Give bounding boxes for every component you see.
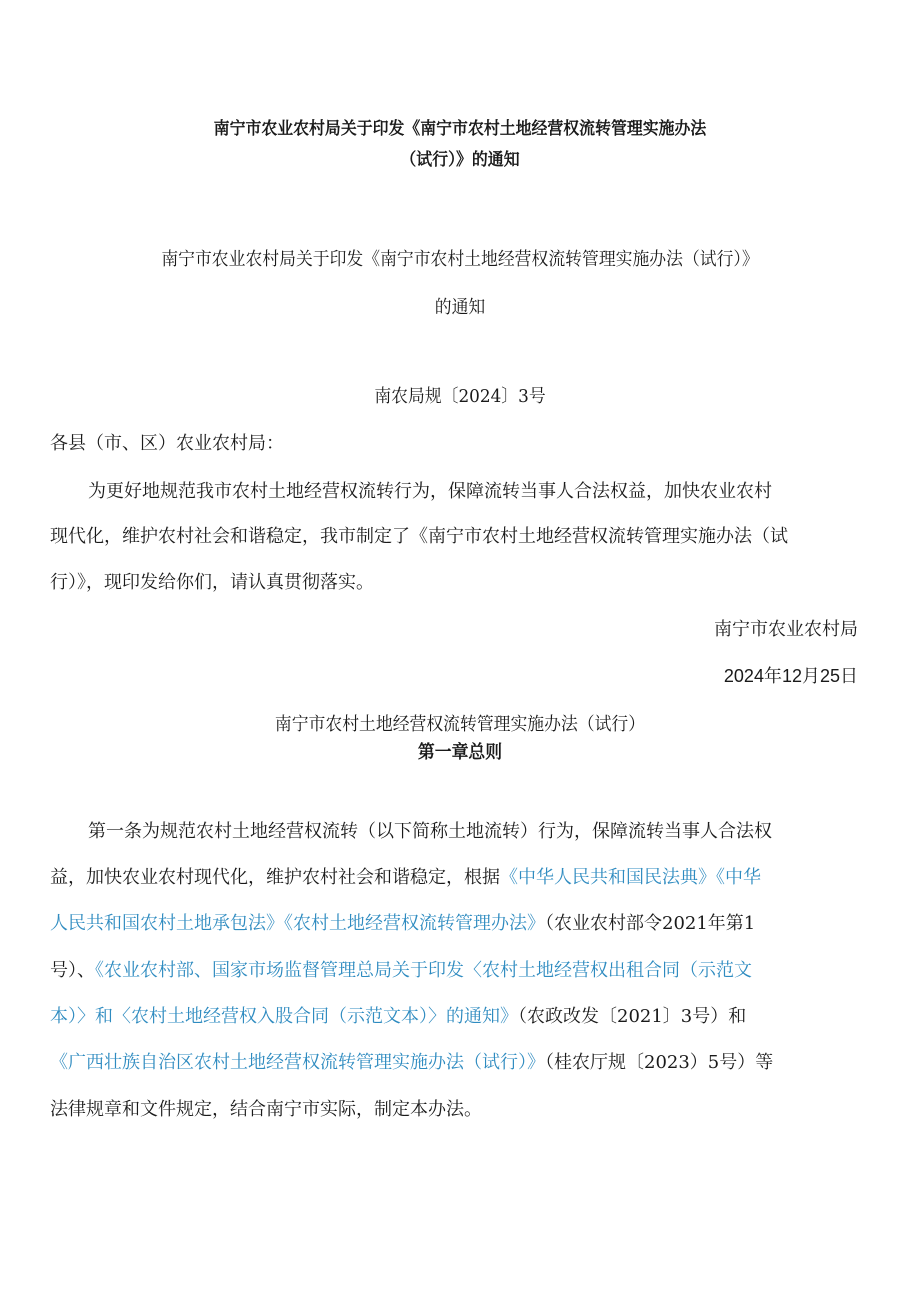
guangxi-measures-link[interactable]: 《广西壮族自治区农村土地经营权流转管理实施办法（试行）》 (50, 1052, 545, 1073)
measures-title: 南宁市农村土地经营权流转管理实施办法（试行） (274, 714, 646, 735)
subtitle-line2: 的通知 (434, 297, 486, 318)
contract-template-notice-link[interactable]: 本）〉和〈农村土地经营权入股合同（示范文本）〉的通知》 (50, 1006, 518, 1027)
article1-text: 益，加快农业农村现代化，维护农村社会和谐稳定，根据 (50, 867, 500, 888)
article1-text: （桂农厅规〔2023）5号）等 (545, 1052, 774, 1073)
transfer-measures-link[interactable]: 《农村土地经营权流转管理办法》 (284, 913, 545, 934)
contract-template-notice-link[interactable]: 《农业农村部、国家市场监督管理总局关于印发〈农村土地经营权出租合同（示范文 (95, 960, 752, 981)
doc-number: 南农局规〔2024〕3号 (374, 386, 546, 407)
addressee: 各县（市、区）农业农村局： (50, 433, 284, 454)
article1-line6 (50, 1051, 773, 1075)
doc-title-line2: （试行）》的通知 (400, 150, 520, 170)
land-contract-law-link[interactable]: 《中华 (716, 867, 761, 888)
article1-line3 (50, 912, 755, 936)
article1-line2 (50, 866, 761, 890)
article1-text: （农政改发〔2021〕3号）和 (518, 1006, 747, 1027)
notice-body-line1: 为更好地规范我市农村土地经营权流转行为，保障流转当事人合法权益，加快农业农村 (88, 481, 772, 502)
notice-body-line3: 行）》，现印发给你们，请认真贯彻落实。 (50, 572, 374, 593)
signature-org: 南宁市农业农村局 (714, 619, 858, 640)
signature-date: 2024年12月25日 (723, 666, 858, 686)
article1-line7: 法律规章和文件规定，结合南宁市实际，制定本办法。 (50, 1099, 482, 1120)
subtitle-line1: 南宁市农业农村局关于印发《南宁市农村土地经营权流转管理实施办法（试行）》 (161, 249, 759, 270)
article1-text: （农业农村部令2021年第1 (545, 913, 756, 934)
doc-title-line1: 南宁市农业农村局关于印发《南宁市农村土地经营权流转管理实施办法 (213, 119, 707, 139)
civil-code-link[interactable]: 《中华人民共和国民法典》 (500, 867, 716, 888)
notice-body-line2: 现代化，维护农村社会和谐稳定，我市制定了《南宁市农村土地经营权流转管理实施办法（试 (50, 526, 788, 547)
article1-line4 (50, 959, 752, 983)
article1-text: 号）、 (50, 960, 95, 981)
chapter-title: 第一章总则 (417, 742, 503, 763)
land-contract-law-link[interactable]: 人民共和国农村土地承包法》 (50, 913, 284, 934)
article1-line5 (50, 1005, 746, 1029)
article1-line1: 第一条为规范农村土地经营权流转（以下简称土地流转）行为，保障流转当事人合法权 (88, 821, 772, 842)
